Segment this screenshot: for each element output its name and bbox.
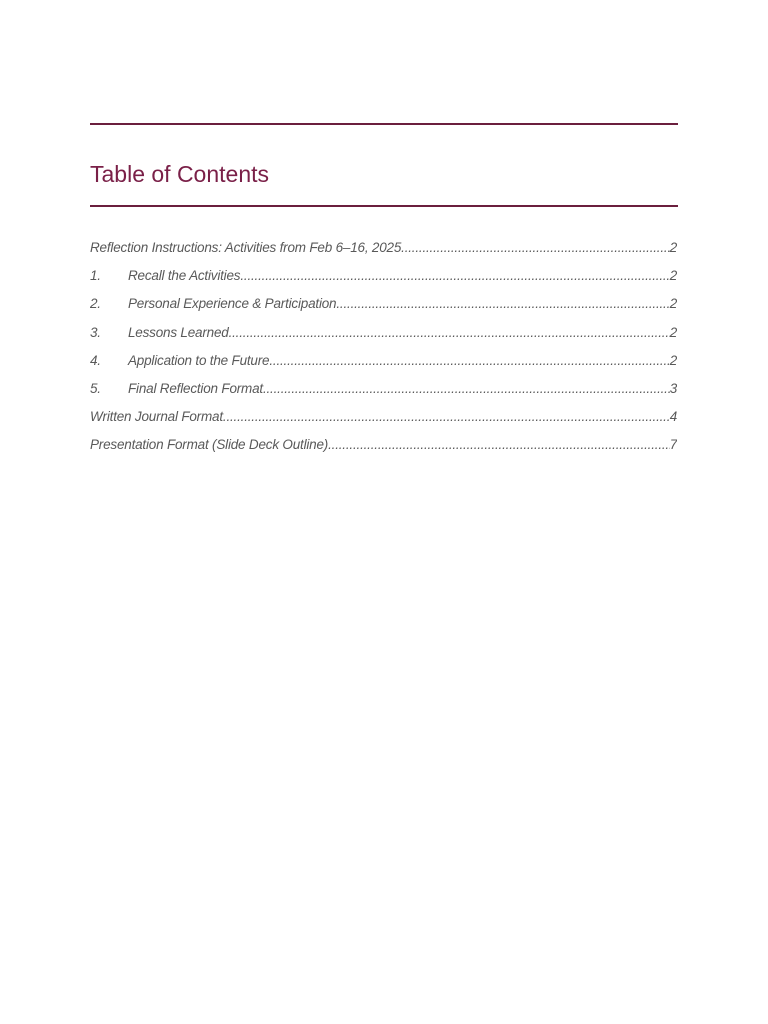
toc-page-number: 2 xyxy=(669,296,677,312)
toc-page-number: 3 xyxy=(669,380,677,396)
toc-entry-text: Presentation Format (Slide Deck Outline) xyxy=(90,437,329,453)
toc-entry-text: Application to the Future xyxy=(128,352,270,368)
toc-page-number: 2 xyxy=(669,240,677,255)
toc-entry-lessons-learned[interactable] xyxy=(90,325,677,353)
toc-entry-number: 1. xyxy=(90,268,101,284)
toc-title: Table of Contents xyxy=(90,161,270,187)
toc-entry-text: Personal Experience & Participation xyxy=(128,296,337,312)
toc-entry-number: 5. xyxy=(90,380,101,396)
toc-dot-leader xyxy=(328,437,670,452)
toc-dot-leader xyxy=(269,353,669,368)
toc-dot-leader xyxy=(336,296,669,311)
toc-dot-leader xyxy=(263,381,670,396)
toc-page-number: 2 xyxy=(669,324,677,340)
toc-entry-recall-activities[interactable] xyxy=(90,268,677,296)
title-rule-bottom xyxy=(90,205,678,207)
toc-entry-text: Final Reflection Format xyxy=(128,380,263,396)
toc-entry-number: 4. xyxy=(90,352,101,368)
toc-entry-text: Written Journal Format xyxy=(90,409,223,425)
toc-page-number: 2 xyxy=(669,352,677,368)
toc-entry-reflection-instructions[interactable] xyxy=(90,240,677,268)
toc-dot-leader xyxy=(223,409,670,424)
toc-entry-presentation-format[interactable] xyxy=(90,437,677,465)
toc-page-number: 2 xyxy=(669,268,677,284)
title-rule-top xyxy=(90,123,678,125)
toc-entry-final-reflection-format[interactable] xyxy=(90,381,677,409)
toc-page-number: 7 xyxy=(669,437,677,453)
toc-dot-leader xyxy=(240,268,669,283)
toc-entry-application-future[interactable] xyxy=(90,353,677,381)
toc-page-number: 4 xyxy=(669,409,677,425)
toc-entry-text: Lessons Learned xyxy=(128,324,229,340)
toc-dot-leader xyxy=(401,240,670,255)
toc-list xyxy=(90,240,677,466)
toc-entry-written-journal-format[interactable] xyxy=(90,409,677,437)
toc-entry-text: Recall the Activities xyxy=(128,268,241,284)
toc-dot-leader xyxy=(229,325,670,340)
toc-entry-number: 3. xyxy=(90,324,101,340)
toc-entry-text: Reflection Instructions: Activities from Feb 6–16, 2025 xyxy=(90,240,402,255)
toc-entry-number: 2. xyxy=(90,296,101,312)
toc-entry-personal-experience[interactable] xyxy=(90,296,677,324)
